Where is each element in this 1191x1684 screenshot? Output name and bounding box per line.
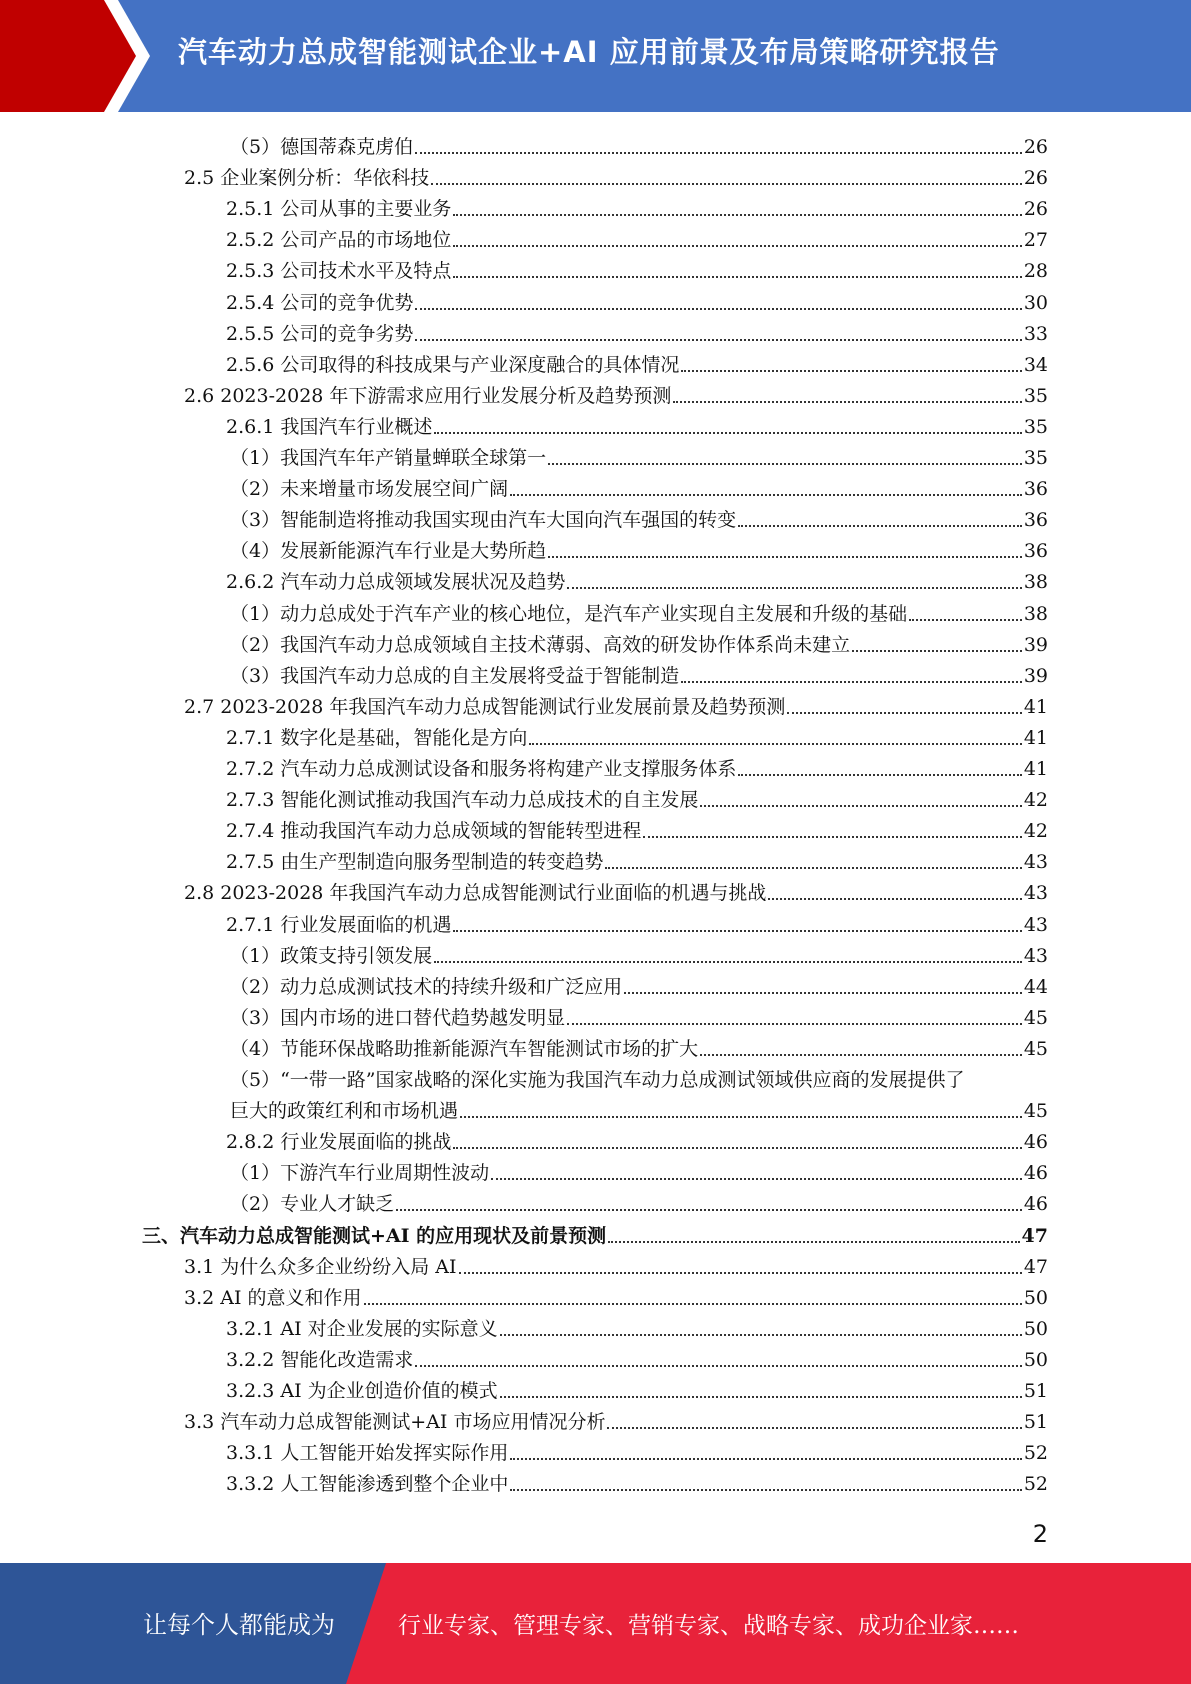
toc-entry[interactable] <box>230 937 1048 968</box>
toc-entry[interactable] <box>230 1154 1048 1185</box>
toc-dot-leader <box>434 431 1021 434</box>
toc-entry[interactable] <box>184 874 1048 905</box>
toc-dot-leader <box>500 1395 1022 1398</box>
toc-entry[interactable] <box>226 408 1048 439</box>
toc-dot-leader <box>681 680 1022 683</box>
toc-entry[interactable] <box>226 346 1048 377</box>
toc-entry[interactable] <box>230 626 1048 657</box>
toc-entry-title: 3.3.2 人工智能渗透到整个企业中 <box>226 1473 509 1496</box>
toc-entry-page: 33 <box>1023 322 1048 345</box>
toc-dot-leader <box>681 369 1021 372</box>
toc-entry-page: 45 <box>1023 1100 1048 1123</box>
toc-entry-page: 36 <box>1023 509 1048 532</box>
toc-entry[interactable] <box>226 1465 1048 1496</box>
toc-entry[interactable] <box>226 781 1048 812</box>
toc-dot-leader <box>608 1240 1019 1243</box>
toc-dot-leader <box>787 711 1021 714</box>
toc-entry[interactable] <box>226 1434 1048 1465</box>
toc-entry-page: 35 <box>1023 384 1048 407</box>
toc-entry-page: 36 <box>1023 540 1048 563</box>
toc-dot-leader <box>852 649 1022 652</box>
toc-entry-page: 43 <box>1023 944 1048 967</box>
toc-entry-page: 46 <box>1023 1162 1048 1185</box>
toc-entry-title: 3.2 AI 的意义和作用 <box>184 1286 362 1309</box>
toc-entry-title: 3.3.1 人工智能开始发挥实际作用 <box>226 1442 509 1465</box>
toc-dot-leader <box>768 897 1021 900</box>
toc-dot-leader <box>548 555 1022 558</box>
header-title: 汽车动力总成智能测试企业+AI 应用前景及布局策略研究报告 <box>178 35 1000 69</box>
toc-entry-title: 2.6.1 我国汽车行业概述 <box>226 415 433 438</box>
toc-entry-page: 50 <box>1023 1348 1048 1371</box>
page-header <box>0 0 1191 112</box>
toc-dot-leader <box>567 586 1021 589</box>
toc-dot-leader <box>453 929 1021 932</box>
toc-entry[interactable] <box>184 159 1048 190</box>
toc-entry-page: 41 <box>1023 726 1048 749</box>
toc-dot-leader <box>510 1457 1021 1460</box>
toc-dot-leader <box>510 493 1022 496</box>
toc-entry[interactable] <box>226 252 1048 283</box>
toc-entry-title: （5）德国蒂森克虏伯 <box>230 136 414 158</box>
toc-dot-leader <box>415 307 1021 310</box>
toc-dot-leader <box>738 773 1021 776</box>
toc-dot-leader <box>453 275 1021 278</box>
toc-entry-page: 42 <box>1023 820 1048 843</box>
toc-entry-page: 43 <box>1023 913 1048 936</box>
toc-entry[interactable] <box>226 843 1048 874</box>
toc-dot-leader <box>673 400 1021 403</box>
toc-entry-page: 43 <box>1023 851 1048 874</box>
toc-dot-leader <box>415 1364 1021 1367</box>
toc-entry-page: 51 <box>1023 1380 1048 1402</box>
toc-entry-title: （1）政策支持引领发展 <box>230 944 433 967</box>
toc-entry-title: 三、汽车动力总成智能测试+AI 的应用现状及前景预测 <box>142 1224 607 1247</box>
toc-entry-title: 2.5.2 公司产品的市场地位 <box>226 229 452 252</box>
toc-dot-leader <box>529 742 1021 745</box>
toc-entry[interactable] <box>226 719 1048 750</box>
toc-entry-page: 46 <box>1023 1193 1048 1216</box>
toc-entry-title: （5）“一带一路”国家战略的深化实施为我国汽车动力总成测试领域供应商的发展提供了 <box>230 1069 965 1091</box>
toc-dot-leader <box>738 524 1022 527</box>
toc-entry-page: 34 <box>1023 353 1048 376</box>
toc-entry-page: 41 <box>1023 758 1048 780</box>
toc-entry[interactable] <box>226 1372 1048 1403</box>
toc-entry[interactable] <box>226 750 1048 781</box>
toc-entry-title: （2）专业人才缺乏 <box>230 1193 395 1216</box>
toc-entry-title: 巨大的政策红利和市场机遇 <box>230 1100 459 1123</box>
toc-entry-page: 45 <box>1023 1006 1048 1029</box>
toc-entry-title: 3.3 汽车动力总成智能测试+AI 市场应用情况分析 <box>184 1411 606 1434</box>
toc-entry-page: 30 <box>1023 291 1048 314</box>
toc-entry-title: 2.5 企业案例分析：华依科技 <box>184 167 430 190</box>
toc-entry[interactable] <box>226 812 1048 843</box>
toc-entry-page: 52 <box>1023 1442 1048 1465</box>
toc-dot-leader <box>434 960 1022 963</box>
toc-entry-page: 27 <box>1023 229 1048 252</box>
toc-entry[interactable] <box>230 968 1048 999</box>
toc-entry[interactable] <box>226 221 1048 252</box>
toc-entry-title: 2.7.3 智能化测试推动我国汽车动力总成技术的自主发展 <box>226 789 699 812</box>
toc-entry[interactable] <box>184 377 1048 408</box>
toc-entry[interactable] <box>226 190 1048 221</box>
toc-entry-title: 2.7 2023-2028 年我国汽车动力总成智能测试行业发展前景及趋势预测 <box>184 695 786 718</box>
toc-entry[interactable] <box>230 657 1048 688</box>
toc-dot-leader <box>500 1333 1022 1336</box>
page-number: 2 <box>1032 1520 1048 1548</box>
toc-entry-page: 38 <box>1023 571 1048 594</box>
toc-entry[interactable] <box>230 439 1048 470</box>
toc-entry-page: 38 <box>1023 602 1048 625</box>
toc-dot-leader <box>909 618 1022 621</box>
toc-entry-title: 2.6 2023-2028 年下游需求应用行业发展分析及趋势预测 <box>184 384 672 407</box>
toc-entry-title: （3）国内市场的进口替代趋势越发明显 <box>230 1006 566 1029</box>
toc-dot-leader <box>396 1208 1022 1211</box>
toc-entry-page: 35 <box>1023 415 1048 438</box>
toc-entry-page: 43 <box>1023 882 1048 905</box>
toc-entry[interactable] <box>230 501 1048 532</box>
toc-dot-leader <box>605 866 1021 869</box>
toc-entry-title: （1）动力总成处于汽车产业的核心地位，是汽车产业实现自主发展和升级的基础 <box>230 602 908 625</box>
toc-entry-page: 45 <box>1023 1037 1048 1060</box>
toc-entry-page: 47 <box>1021 1224 1048 1247</box>
toc-entry[interactable] <box>184 1279 1048 1310</box>
footer-slogan-left: 让每个人都能成为 <box>143 1611 335 1639</box>
toc-entry[interactable] <box>230 1030 1048 1061</box>
toc-entry-title: 2.8 2023-2028 年我国汽车动力总成智能测试行业面临的机遇与挑战 <box>184 882 767 905</box>
toc-entry[interactable] <box>226 315 1048 346</box>
toc-dot-leader <box>431 182 1022 185</box>
toc-dot-leader <box>491 1177 1022 1180</box>
toc-entry-title: 2.7.2 汽车动力总成测试设备和服务将构建产业支撑服务体系 <box>226 758 737 780</box>
toc-entry-title: 2.7.1 行业发展面临的机遇 <box>226 913 452 936</box>
toc-entry[interactable] <box>230 595 1048 626</box>
toc-entry-title: 2.5.5 公司的竞争劣势 <box>226 322 414 345</box>
toc-entry[interactable] <box>226 284 1048 315</box>
toc-entry[interactable] <box>184 688 1048 719</box>
toc-entry[interactable] <box>230 1061 1048 1092</box>
toc-entry-title: 2.5.3 公司技术水平及特点 <box>226 260 452 283</box>
toc-entry[interactable] <box>230 532 1048 563</box>
toc-entry-page: 26 <box>1023 136 1048 158</box>
page-footer <box>0 1563 1191 1684</box>
toc-entry-title: 3.1 为什么众多企业纷纷入局 AI <box>184 1255 457 1278</box>
toc-entry[interactable] <box>184 1403 1048 1434</box>
toc-entry-title: （4）节能环保战略助推新能源汽车智能测试市场的扩大 <box>230 1037 699 1060</box>
toc-entry-title: （4）发展新能源汽车行业是大势所趋 <box>230 540 547 563</box>
toc-entry-page: 28 <box>1023 260 1048 283</box>
toc-entry-title: 2.7.5 由生产型制造向服务型制造的转变趋势 <box>226 851 604 874</box>
toc-entry-page: 46 <box>1023 1131 1048 1154</box>
toc-entry-title: 3.2.3 AI 为企业创造价值的模式 <box>226 1380 498 1402</box>
toc-entry[interactable] <box>184 1248 1048 1279</box>
toc-entry-title: （3）智能制造将推动我国实现由汽车大国向汽车强国的转变 <box>230 509 737 532</box>
toc-dot-leader <box>643 835 1021 838</box>
toc-entry-title: 2.8.2 行业发展面临的挑战 <box>226 1131 452 1154</box>
toc-entry-page: 50 <box>1023 1286 1048 1309</box>
toc-dot-leader <box>459 1271 1022 1274</box>
toc-dot-leader <box>415 338 1021 341</box>
toc-entry-title: 2.5.4 公司的竞争优势 <box>226 291 414 314</box>
toc-entry-page: 41 <box>1023 695 1048 718</box>
toc-entry[interactable] <box>230 1092 1048 1123</box>
toc-dot-leader <box>415 151 1022 154</box>
toc-entry-page: 42 <box>1023 789 1048 812</box>
toc-dot-leader <box>510 1488 1021 1491</box>
toc-entry-title: （2）未来增量市场发展空间广阔 <box>230 478 509 501</box>
toc-entry[interactable] <box>226 1123 1048 1154</box>
toc-dot-leader <box>453 1146 1021 1149</box>
toc-entry-page: 39 <box>1023 664 1048 687</box>
toc-entry-page: 39 <box>1023 633 1048 656</box>
toc-entry[interactable] <box>230 1185 1048 1216</box>
toc-entry-title: 3.2.1 AI 对企业发展的实际意义 <box>226 1317 498 1340</box>
toc-entry[interactable] <box>230 128 1048 159</box>
toc-dot-leader <box>453 244 1021 247</box>
toc-dot-leader <box>548 462 1022 465</box>
toc-dot-leader <box>700 804 1021 807</box>
toc-dot-leader <box>364 1302 1022 1305</box>
footer-slogan-right: 行业专家、管理专家、营销专家、战略专家、成功企业家…… <box>398 1613 1019 1639</box>
toc-entry-title: （1）我国汽车年产销量蝉联全球第一 <box>230 447 547 469</box>
toc-entry-title: （3）我国汽车动力总成的自主发展将受益于智能制造 <box>230 664 680 687</box>
toc-dot-leader <box>607 1426 1021 1429</box>
toc-entry-title: （1）下游汽车行业周期性波动 <box>230 1162 490 1185</box>
toc-dot-leader <box>700 1053 1022 1056</box>
toc-entry[interactable] <box>230 470 1048 501</box>
toc-entry-page: 52 <box>1023 1473 1048 1496</box>
toc-entry-title: 2.6.2 汽车动力总成领域发展状况及趋势 <box>226 571 566 594</box>
toc-entry-page: 26 <box>1023 198 1048 221</box>
toc-dot-leader <box>624 991 1022 994</box>
toc-entry-page: 26 <box>1023 167 1048 190</box>
toc-entry-title: （2）我国汽车动力总成领域自主技术薄弱、高效的研发协作体系尚未建立 <box>230 633 851 656</box>
toc-entry-page: 51 <box>1023 1411 1048 1434</box>
toc-entry[interactable] <box>226 1310 1048 1341</box>
toc-entry-title: 2.5.6 公司取得的科技成果与产业深度融合的具体情况 <box>226 353 680 376</box>
toc-entry[interactable] <box>142 1217 1048 1248</box>
toc-entry[interactable] <box>226 1341 1048 1372</box>
toc-entry-title: 2.7.4 推动我国汽车动力总成领域的智能转型进程 <box>226 820 642 843</box>
toc-dot-leader <box>567 1022 1022 1025</box>
toc-dot-leader <box>460 1115 1022 1118</box>
toc-entry-page: 44 <box>1023 975 1048 998</box>
toc-entry-page: 50 <box>1023 1317 1048 1340</box>
toc-entry-page: 35 <box>1023 447 1048 469</box>
toc-entry-title: 3.2.2 智能化改造需求 <box>226 1348 414 1371</box>
toc-entry[interactable] <box>230 999 1048 1030</box>
toc-entry-title: （2）动力总成测试技术的持续升级和广泛应用 <box>230 975 623 998</box>
toc-entry-title: 2.7.1 数字化是基础，智能化是方向 <box>226 726 528 749</box>
toc-entry[interactable] <box>226 563 1048 594</box>
toc-entry-page: 47 <box>1023 1255 1048 1278</box>
toc-entry[interactable] <box>226 906 1048 937</box>
toc-entry-title: 2.5.1 公司从事的主要业务 <box>226 198 452 221</box>
toc-dot-leader <box>453 213 1021 216</box>
toc-entry-page: 36 <box>1023 478 1048 501</box>
